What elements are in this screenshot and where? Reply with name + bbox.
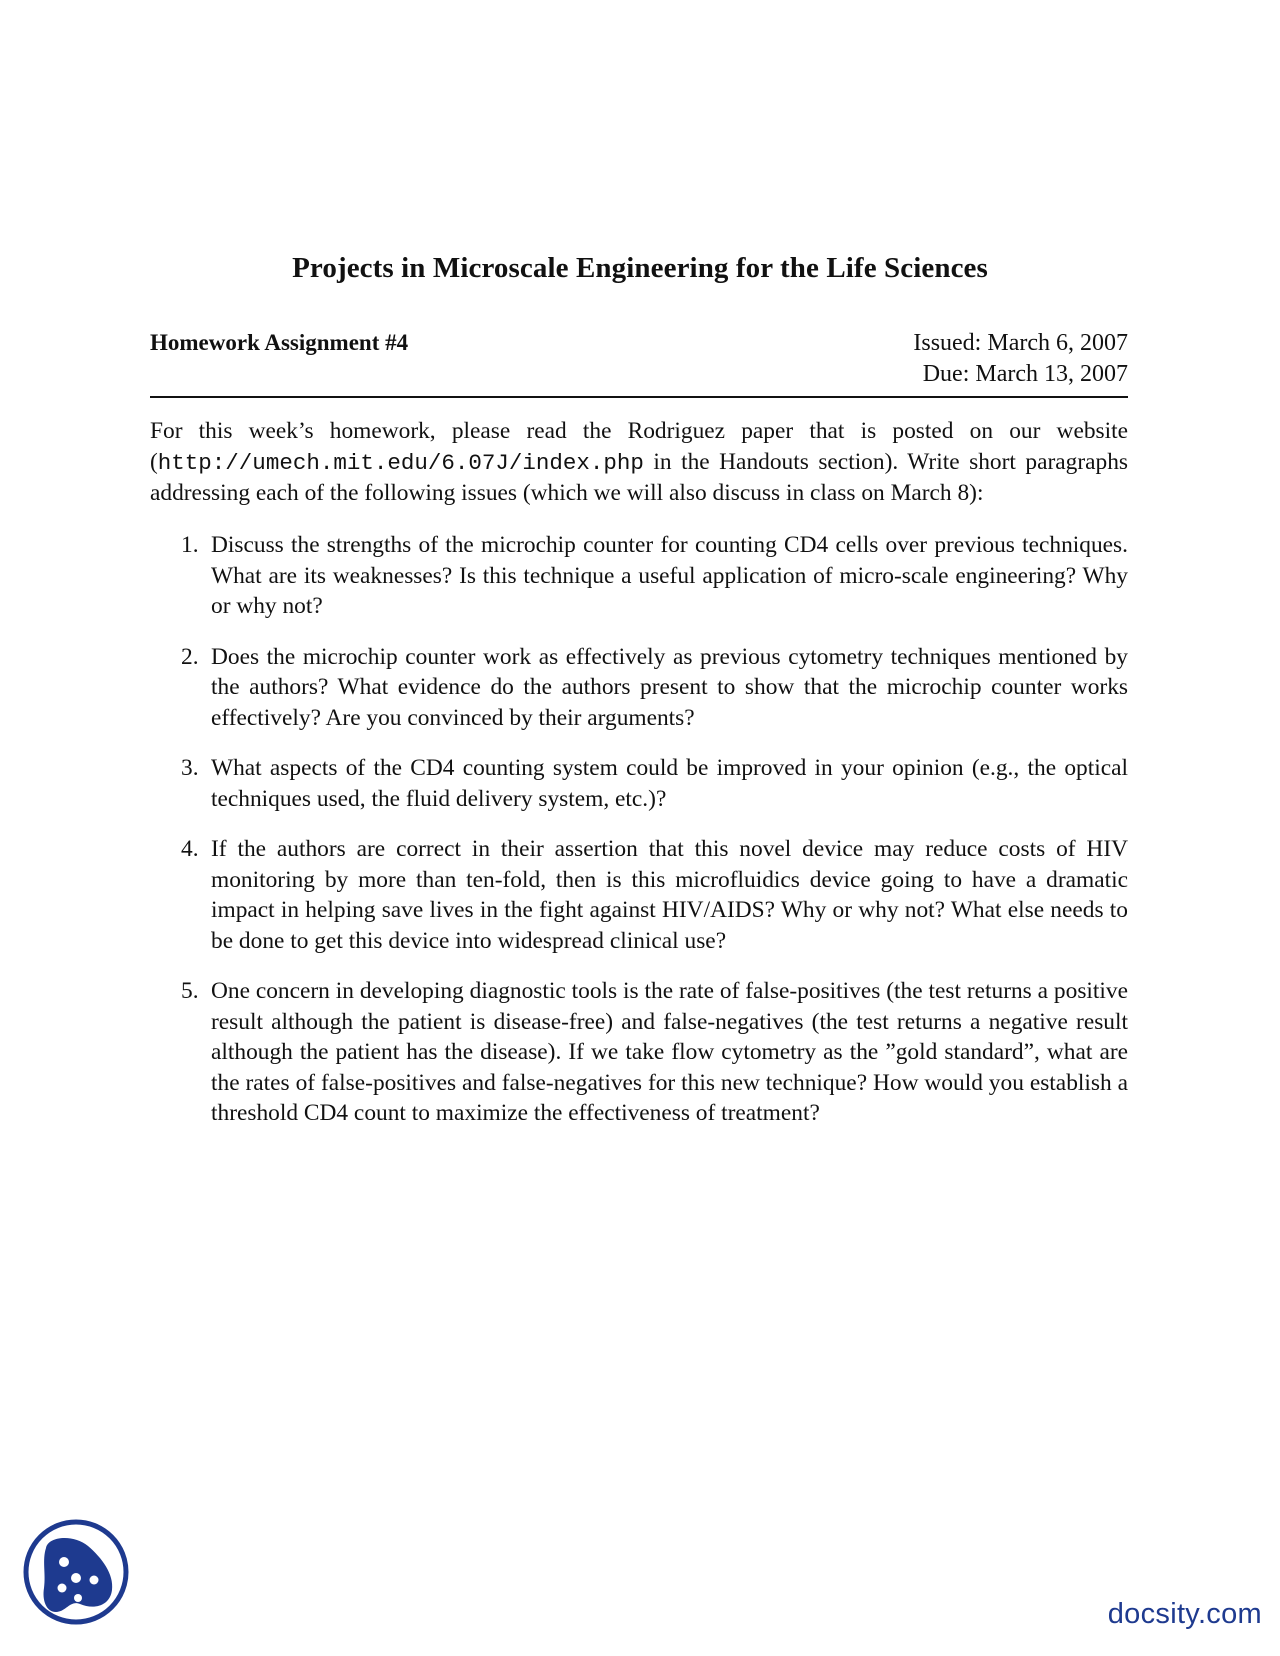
logo-dot (71, 1573, 81, 1583)
question-list (150, 530, 1128, 1149)
question-number: 1. (181, 532, 199, 558)
logo-dot (90, 1576, 99, 1585)
question-text: If the authors are correct in their assertion that this novel device may reduce costs of HIV monitoring by more than ten-fold, then is this microfluidics device going to have a dramatic impact in helping save lives in the fight against HIV/AIDS? Why or why not? What else needs to be done to get this device into widespread clinical use? (211, 836, 1128, 954)
question-item (150, 530, 1128, 622)
question-number: 3. (181, 755, 199, 781)
question-item (150, 753, 1128, 814)
due-date: Due: March 13, 2007 (922, 361, 1128, 387)
intro-text-before-url: For this week’s homework, please read the Rodriguez paper that is posted on our website ( (150, 418, 1128, 475)
question-text: One concern in developing diagnostic tools is the rate of false-positives (the test returns a positive result although the patient is disease-free) and false-negatives (the test returns a negative result although the patient has the disease). If we take flow cytometry as the ”gold standard”, what are the rates of false-positives and false-negatives for this new technique? How would you establish a threshold CD4 count to maximize the effectiveness of treatment? (211, 978, 1128, 1126)
logo-dot (74, 1594, 82, 1602)
question-text: Discuss the strengths of the microchip counter for counting CD4 cells over previous techniques. What are its weaknesses? Is this technique a useful application of micro-scale engineering? Why or why not? (211, 532, 1128, 619)
question-item (150, 976, 1128, 1129)
intro-paragraph (150, 416, 1128, 509)
logo-dot (59, 1557, 69, 1567)
question-item (150, 642, 1128, 734)
logo-dot (58, 1584, 67, 1593)
docsity-logo-icon[interactable] (22, 1518, 130, 1626)
website-link[interactable]: http://umech.mit.edu/6.07J/index.php (157, 449, 644, 476)
question-text: Does the microchip counter work as effectively as previous cytometry techniques mentioned by the authors? What evidence do the authors present to show that the microchip counter works effectively? Are you convinced by their arguments? (211, 643, 1128, 731)
assignment-label: Homework Assignment #4 (150, 330, 409, 355)
intro-text-after-url: in the Handouts section). Write short paragraphs addressing each of the following issues (which we will also discuss in class on March 8): (150, 448, 1128, 506)
question-number: 2. (181, 643, 199, 670)
docsity-brand-link[interactable]: docsity.com (1107, 1598, 1262, 1630)
logo-graphic (22, 1518, 130, 1626)
question-number: 5. (181, 978, 199, 1004)
question-number: 4. (181, 836, 199, 862)
issued-date: Issued: March 6, 2007 (913, 330, 1128, 356)
date-block (913, 328, 1128, 390)
question-text: What aspects of the CD4 counting system could be improved in your opinion (e.g., the optical techniques used, the fluid delivery system, etc.)? (211, 755, 1128, 812)
page-title: Projects in Microscale Engineering for the Life Sciences (292, 252, 988, 284)
header-divider (150, 396, 1128, 398)
question-item (150, 834, 1128, 956)
